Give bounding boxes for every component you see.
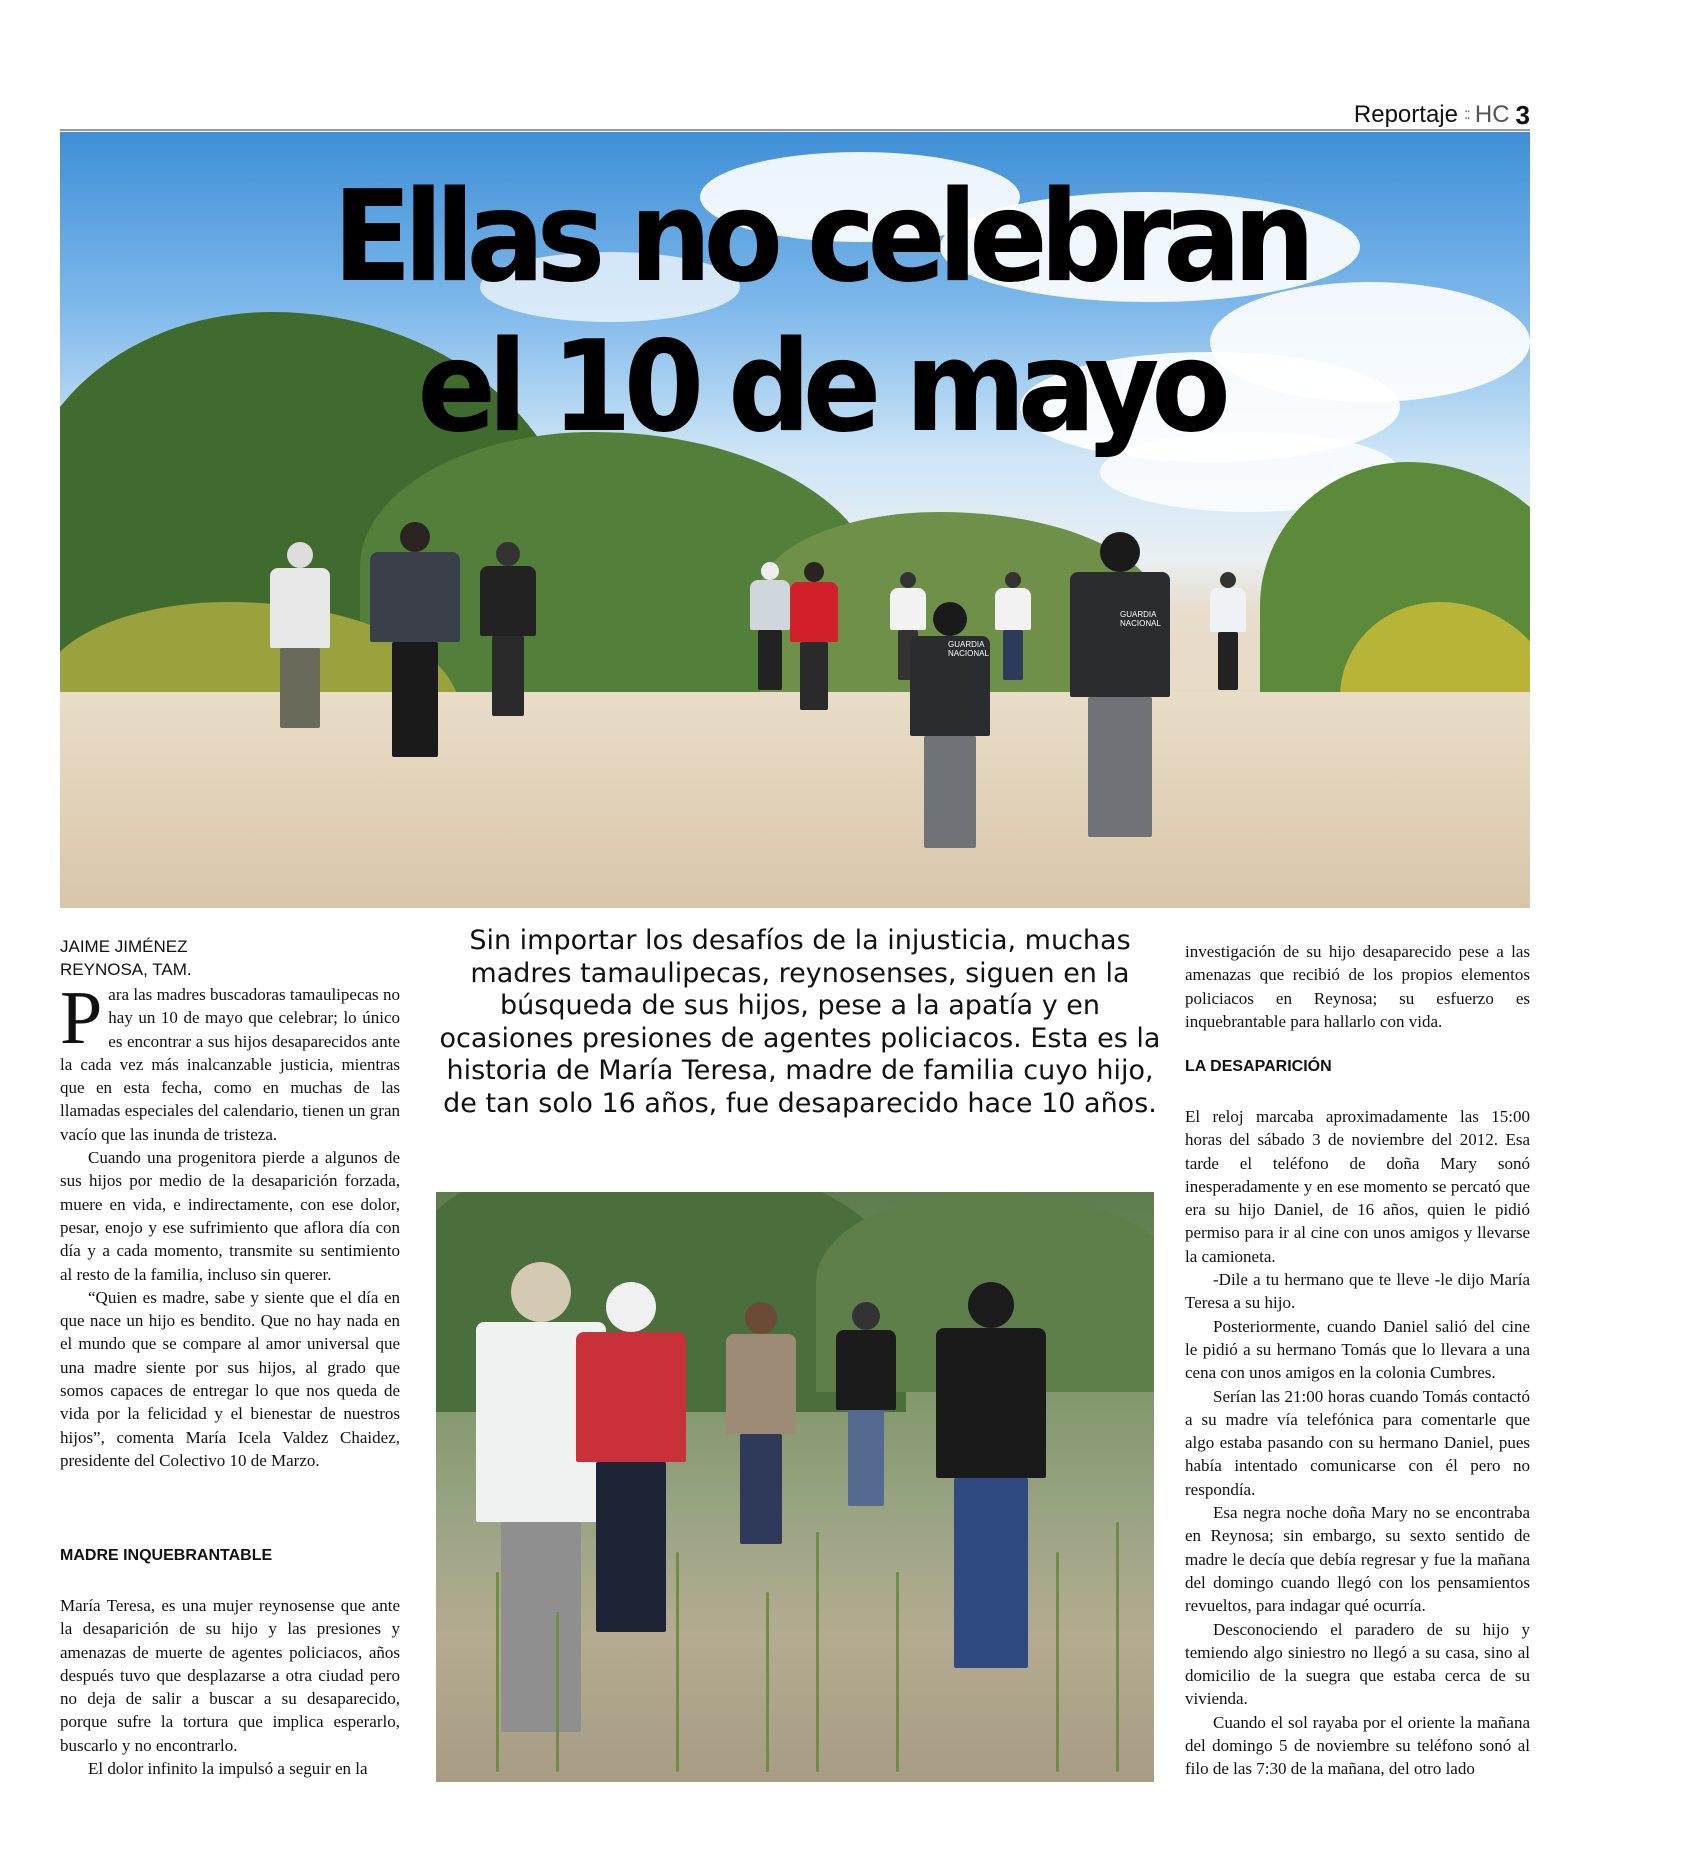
subhead-madre-inquebrantable: MADRE INQUEBRANTABLE: [60, 1547, 273, 1564]
paragraph: Desconociendo el paradero de su hijo y temiendo algo siniestro no llegó a su casa, sino al domicilio de la suegra que estaba cerca de su vivienda.: [1185, 1619, 1530, 1709]
header-rule: [60, 129, 1530, 131]
paragraph: El dolor infinito la impulsó a seguir en la: [88, 1759, 368, 1779]
column-3: [1185, 940, 1530, 1033]
headline-line-1: Ellas no celebran: [332, 163, 1308, 310]
search-photo: [436, 1192, 1154, 1782]
paragraph: Para las madres buscadoras tamaulipecas no hay un 10 de mayo que celebrar; lo único es encontrar a sus hijos desaparecidos ante la cada vez más inalcanzable justicia, mientras que en esta fecha, como en muchas de las llamadas especiales del calendario, tienen un gran vacío que las inunda de tristeza.: [60, 976, 400, 1144]
paragraph: -Dile a tu hermano que te lleve -le dijo María Teresa a su hijo.: [1185, 1270, 1530, 1313]
subhead-la-desaparicion: LA DESAPARICIÓN: [1185, 1058, 1332, 1075]
article-deck: Sin importar los desafíos de la injusticia, muchas madres tamaulipecas, reynosenses, siguen en la búsqueda de sus hijos, pese a la apatía y en ocasiones presiones de agentes policiacos. Esta es la historia de María Teresa, madre de familia cuyo hijo, de tan solo 16 años, fue desaparecido hace 10 años.: [439, 925, 1161, 1119]
separator-dots-icon: ::: [1463, 106, 1469, 123]
paragraph: investigación de su hijo desaparecido pese a las amenazas que recibió de los propios elementos policiacos en Reynosa; su esfuerzo es inquebrantable para hallarlo con vida.: [1185, 942, 1530, 1031]
column-3-continued: [1185, 1105, 1530, 1785]
paragraph: Serían las 21:00 horas cuando Tomás contactó a su madre vía telefónica para comentarle que algo estaba pasando con su hermano Daniel, pues había intentado comunicarse con él pero no respondía.: [1185, 1386, 1530, 1499]
headline: [268, 162, 1372, 462]
paragraph: “Quien es madre, sabe y siente que el día en que nace un hijo es bendito. Que no hay nada en el mundo que se compare al amor universal que una madre siente por sus hijos, al grado que somos capaces de entregar lo que nos queda de vida por la felicidad y el bienestar de nuestros hijos”, comenta María Icela Valdez Chaidez, presidente del Colectivo 10 de Marzo.: [60, 1287, 400, 1470]
vest-badge: GUARDIA NACIONAL: [1120, 610, 1161, 628]
paragraph: Posteriormente, cuando Daniel salió del cine le pidió a su hermano Tomás que lo llevara a una cena con unos amigos en la colonia Cumbres.: [1185, 1316, 1530, 1383]
drop-cap: P: [60, 976, 103, 1060]
paragraph: El reloj marcaba aproximadamente las 15:00 horas del sábado 3 de noviembre del 2012. Esa tarde el teléfono de doña Mary sonó inesperadamente y en ese momento se percató que era su hijo Daniel, de 16 años, quien le pidió permiso para ir al cine con unos amigos y llevarse la camioneta.: [1185, 1107, 1530, 1266]
column-1-continued: [60, 1594, 400, 1780]
page-number: 3: [1515, 99, 1530, 130]
paragraph: Cuando el sol rayaba por el oriente la mañana del domingo 5 de noviembre su teléfono sonó al filo de las 7:30 de la mañana, del otro lado: [1185, 1712, 1530, 1779]
hero-photo: [60, 132, 1530, 908]
section-label: Reportaje: [1353, 101, 1458, 128]
paragraph: María Teresa, es una mujer reynosense que ante la desaparición de su hijo y las presiones y amenazas de muerte de agentes policiacos, años después tuvo que desplazarse a otra ciudad pero no deja de salir a buscar a su desaparecido, porque sufre la tortura que implica esperarlo, buscarlo y no encontrarlo.: [60, 1596, 400, 1755]
page-header: [1340, 100, 1530, 130]
author-name: JAIME JIMÉNEZ: [60, 937, 188, 956]
byline: [60, 935, 400, 981]
dateline: REYNOSA, TAM.: [60, 960, 192, 979]
headline-line-2: el 10 de mayo: [417, 313, 1223, 460]
vest-badge: GUARDIA NACIONAL: [948, 640, 989, 658]
paragraph: Cuando una progenitora pierde a algunos de sus hijos por medio de la desaparición forzada, muere en vida, e indirectamente, con ese dolor, pesar, enojo y ese sufrimiento que aflora día con día y a cada momento, transmite su sentimiento al resto de la familia, incluso sin querer.: [60, 1148, 400, 1284]
brand-label: HC: [1474, 101, 1510, 128]
paragraph: Esa negra noche doña Mary no se encontraba en Reynosa; sin embargo, su sexto sentido de madre le decía que debía regresar y fue la mañana del domingo cuando llegó con los pensamientos revueltos, para indagar qué ocurría.: [1185, 1503, 1530, 1616]
